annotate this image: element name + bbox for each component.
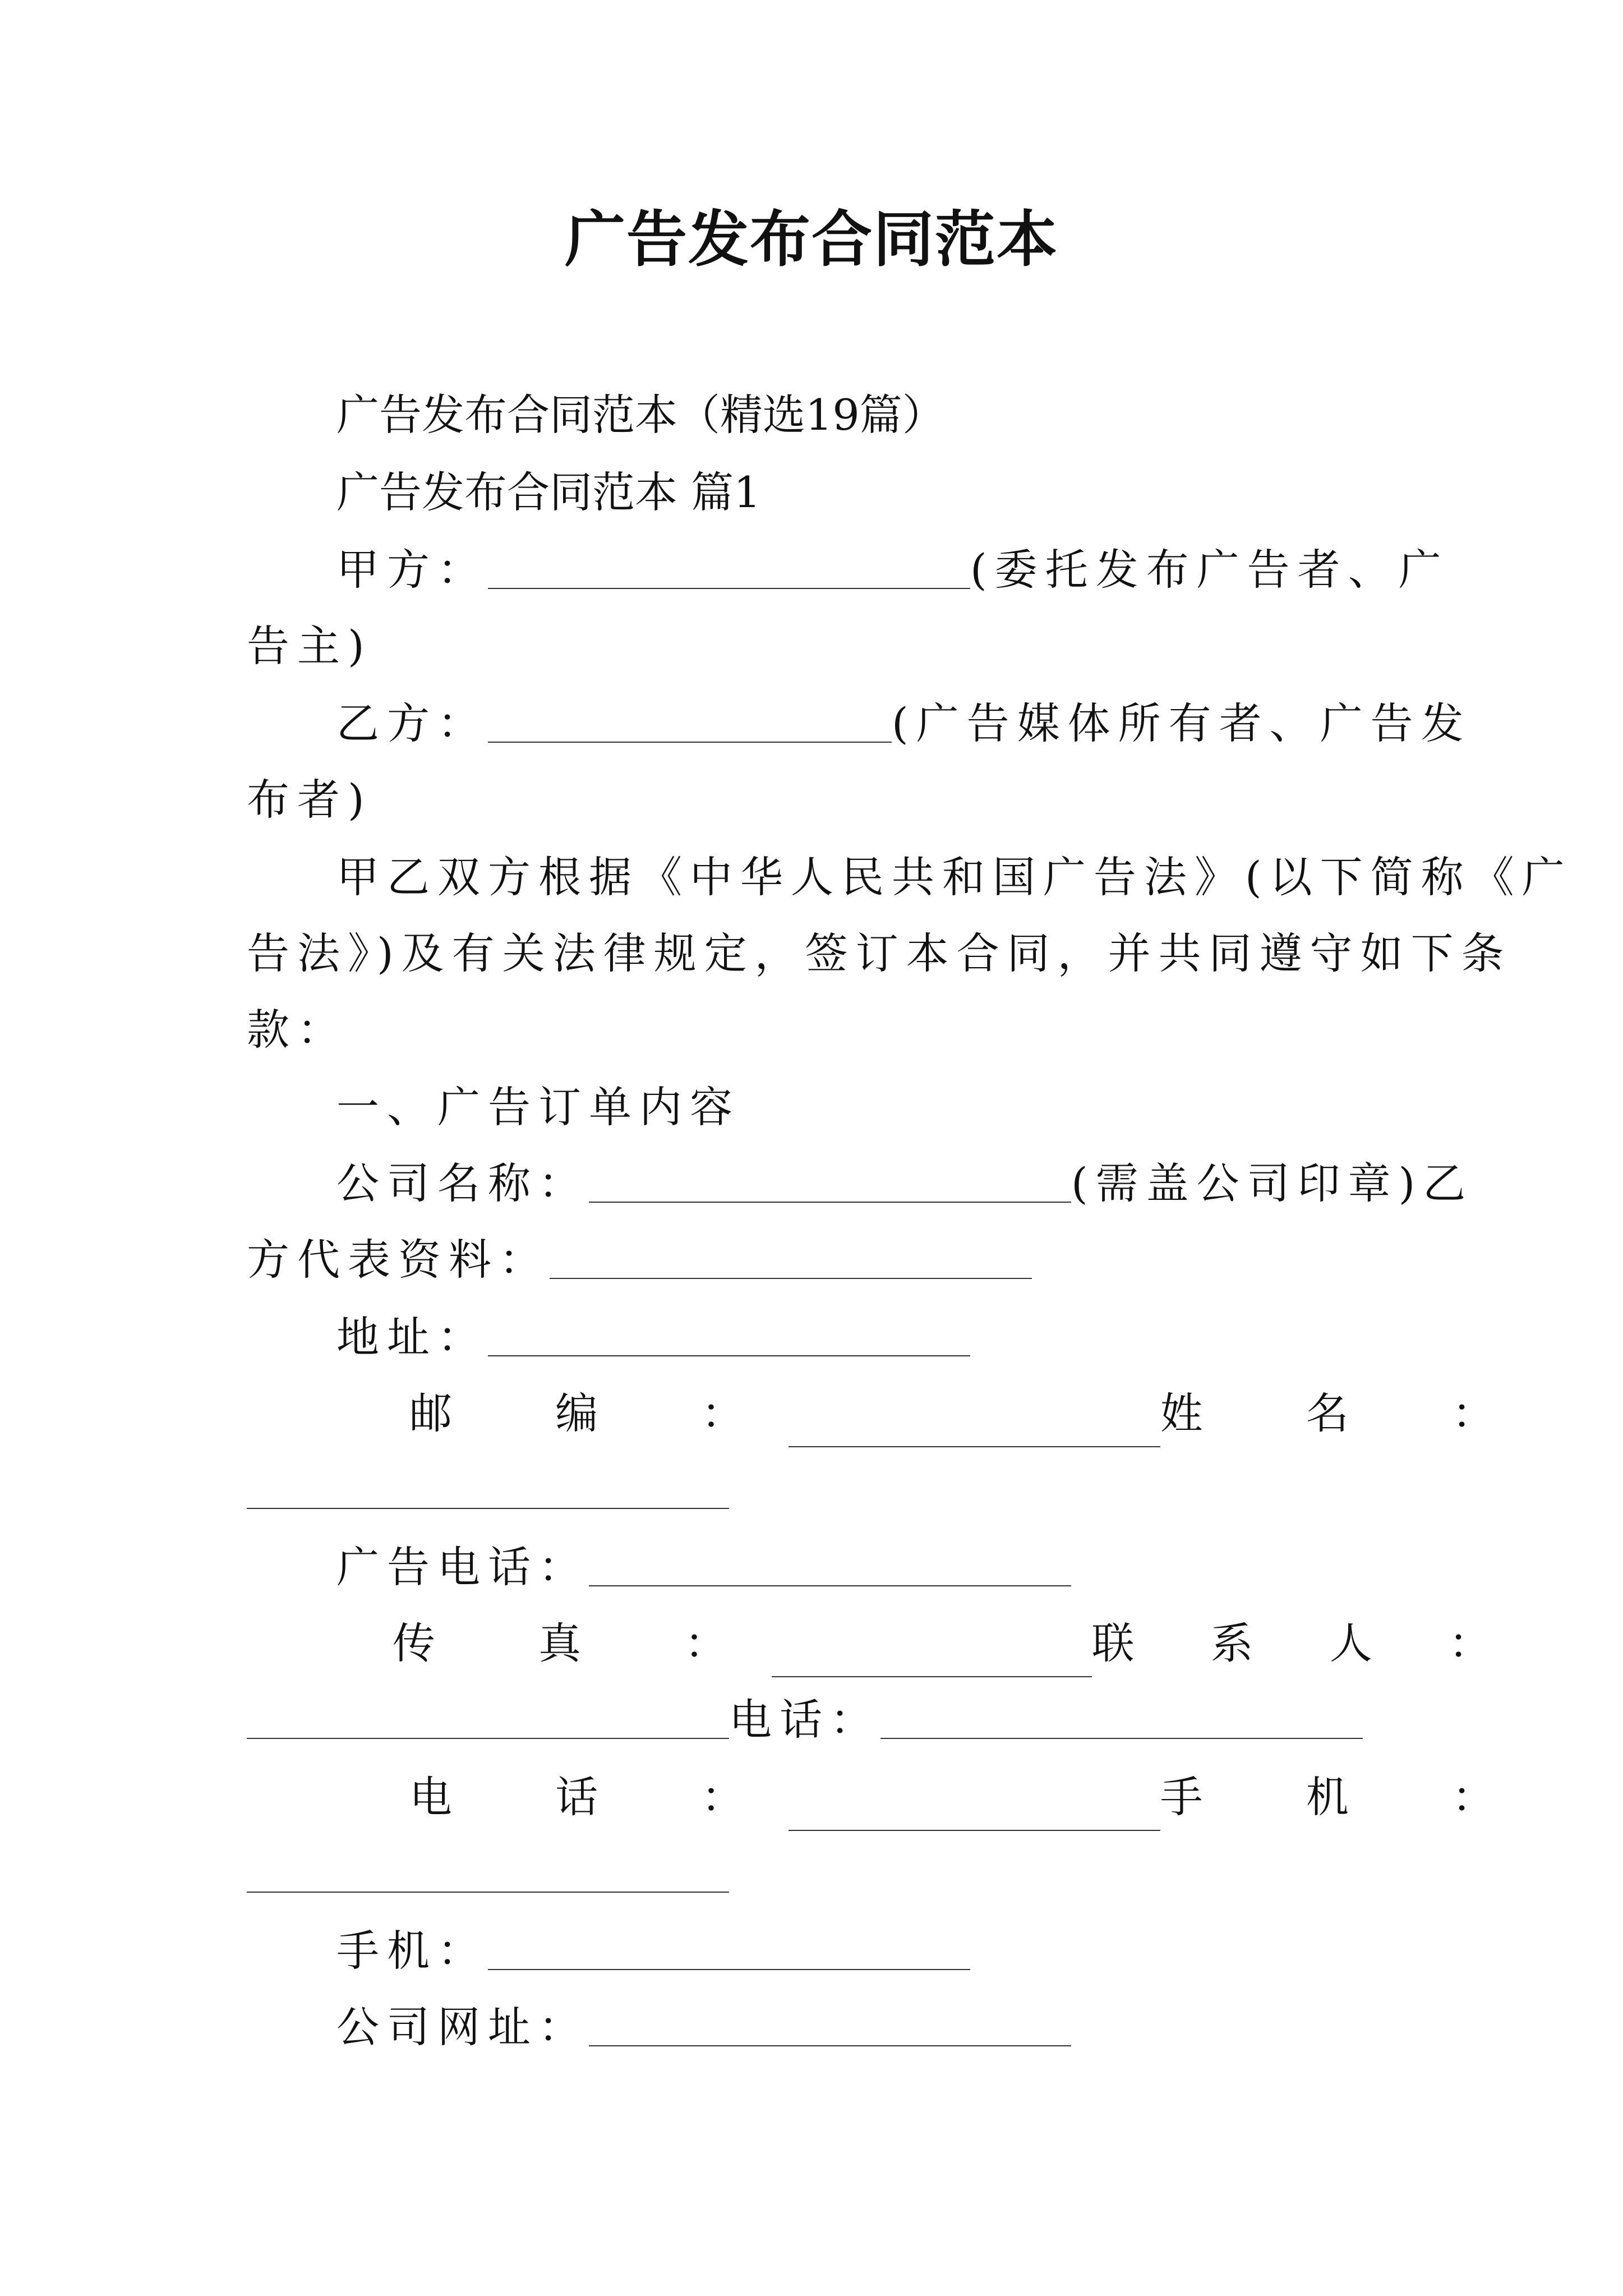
company-name-blank[interactable] bbox=[589, 1159, 1071, 1203]
party-a-note: (委托发布广告者、广 bbox=[970, 545, 1449, 595]
party-a-note-cont: 告主) bbox=[247, 621, 372, 671]
contact-phone-line bbox=[247, 1686, 1377, 1754]
website-line bbox=[247, 1994, 1467, 2061]
mobile-blank-line bbox=[247, 1840, 1377, 1907]
fax-label: 传 真 ： bbox=[393, 1618, 772, 1668]
preamble-line-1: 甲乙双方根据《中华人民共和国广告法》(以下简称《广 bbox=[336, 852, 1573, 902]
party-b-line bbox=[247, 690, 1472, 757]
postcode-blank[interactable] bbox=[789, 1404, 1160, 1447]
fax-contact-line bbox=[247, 1610, 1523, 1677]
ad-phone-line bbox=[247, 1534, 1467, 1601]
postcode-label: 邮 编 ： bbox=[409, 1388, 789, 1438]
subtitle: 广告发布合同范本（精选19篇） bbox=[336, 390, 945, 440]
party-b-label: 乙方： bbox=[336, 698, 488, 748]
postcode-name-line bbox=[247, 1380, 1539, 1447]
party-b-note: (广告媒体所有者、广告发 bbox=[892, 698, 1472, 748]
party-b-blank[interactable] bbox=[488, 699, 892, 743]
rep-info-line bbox=[247, 1226, 1377, 1294]
party-a-line bbox=[247, 536, 1467, 604]
website-label: 公司网址： bbox=[336, 2002, 589, 2052]
heading-order-content: 一、广告订单内容 bbox=[336, 1082, 740, 1132]
preamble-line-3: 款： bbox=[247, 1005, 348, 1055]
address-label: 地址： bbox=[336, 1312, 488, 1362]
company-name-note: (需盖公司印章)乙 bbox=[1071, 1158, 1474, 1208]
phone-label-inline: 电话： bbox=[729, 1695, 880, 1745]
mobile-label: 手 机 ： bbox=[1160, 1772, 1539, 1822]
address-blank[interactable] bbox=[488, 1313, 970, 1356]
contact-blank[interactable] bbox=[247, 1695, 729, 1739]
mobile-label-2: 手机： bbox=[336, 1926, 488, 1976]
rep-info-blank[interactable] bbox=[550, 1235, 1032, 1279]
phone-mobile-line bbox=[247, 1764, 1539, 1831]
company-name-label: 公司名称： bbox=[336, 1158, 589, 1208]
name-blank[interactable] bbox=[247, 1465, 729, 1509]
fax-blank[interactable] bbox=[772, 1634, 1091, 1677]
phone-label: 电 话 ： bbox=[409, 1772, 789, 1822]
party-a-blank[interactable] bbox=[488, 545, 970, 589]
mobile-line-2 bbox=[247, 1917, 1467, 1985]
company-name-line bbox=[247, 1150, 1474, 1217]
section-label: 广告发布合同范本 篇1 bbox=[336, 467, 761, 517]
rep-info-label: 方代表资料： bbox=[247, 1235, 550, 1285]
name-label: 姓 名 ： bbox=[1160, 1388, 1539, 1438]
preamble-line-2: 告法》)及有关法律规定，签订本合同，并共同遵守如下条 bbox=[247, 928, 1512, 978]
phone-inline-blank[interactable] bbox=[880, 1695, 1363, 1739]
address-line bbox=[247, 1304, 1467, 1371]
ad-phone-label: 广告电话： bbox=[336, 1542, 589, 1592]
name-blank-line bbox=[247, 1456, 1377, 1524]
ad-phone-blank[interactable] bbox=[589, 1543, 1071, 1586]
party-b-note-cont: 布者) bbox=[247, 775, 372, 825]
contact-label: 联 系 人 ： bbox=[1091, 1618, 1523, 1668]
mobile-blank[interactable] bbox=[247, 1849, 729, 1893]
mobile-blank-2[interactable] bbox=[488, 1926, 970, 1970]
document-title: 广告发布合同范本 bbox=[564, 204, 1058, 275]
website-blank[interactable] bbox=[589, 2003, 1071, 2046]
party-a-label: 甲方： bbox=[336, 545, 488, 595]
phone-blank[interactable] bbox=[789, 1787, 1160, 1831]
